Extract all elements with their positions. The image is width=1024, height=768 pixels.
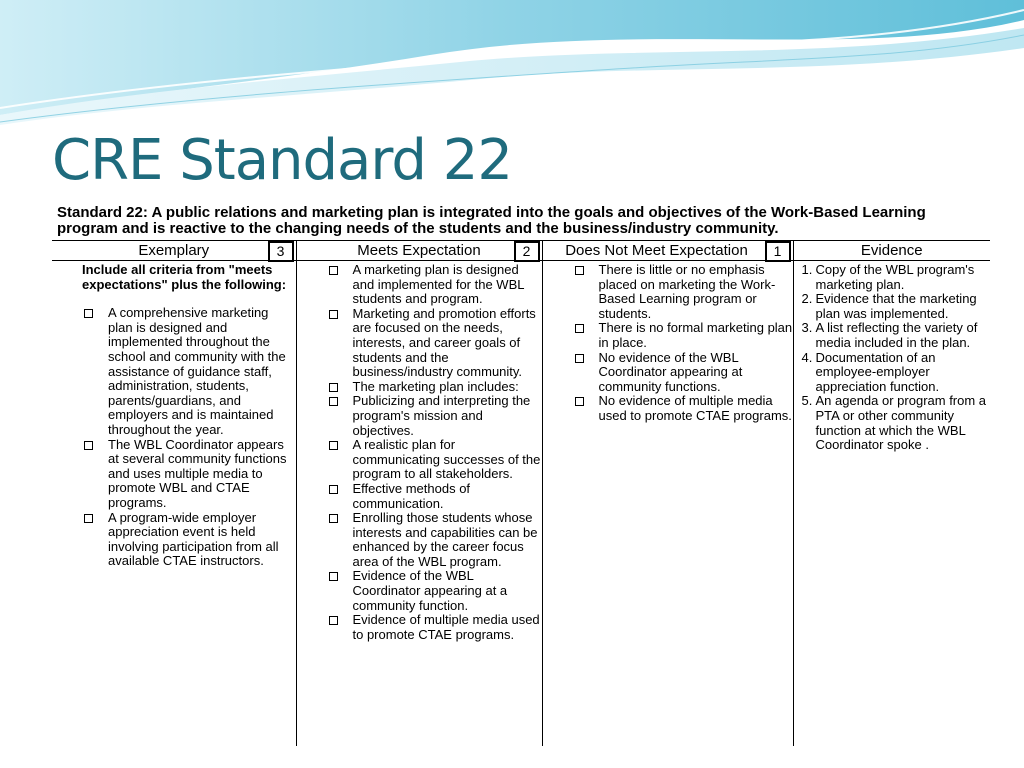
- checkbox-icon: [84, 514, 93, 523]
- list-item: [543, 394, 793, 423]
- list-item: [297, 394, 542, 438]
- list-item: [297, 569, 542, 613]
- criterion-text: No evidence of multiple media used to promote CTAE programs.: [598, 393, 792, 423]
- checkbox-icon: [329, 441, 338, 450]
- list-item: [794, 351, 991, 395]
- column-header-evidence: [793, 241, 990, 261]
- evidence-cell: [793, 261, 990, 747]
- standard-heading: Standard 22: A public relations and marketing plan is integrated into the goals and objectives of the Work-Based Learning program and is reactive to the changing needs of the students and the business/industry community.: [57, 204, 926, 237]
- evidence-number: 4.: [801, 349, 813, 365]
- column-label: Does Not Meet Expectation: [565, 242, 748, 259]
- list-item: [543, 351, 793, 395]
- list-item: [543, 321, 793, 350]
- list-item: [52, 438, 296, 511]
- evidence-text: Documentation of an employee-employer appreciation function.: [815, 349, 940, 394]
- list-item: [543, 263, 793, 321]
- criterion-text: There is little or no emphasis placed on marketing the Work-Based Learning program or students.: [598, 262, 776, 321]
- evidence-number: 2.: [801, 291, 813, 307]
- score-box: 3: [268, 241, 294, 262]
- meets-criteria-list: [297, 261, 542, 642]
- criterion-text: No evidence of the WBL Coordinator appearing at community functions.: [598, 349, 743, 394]
- exemplary-intro: Include all criteria from "meets expectations" plus the following:: [82, 262, 287, 292]
- checkbox-icon: [84, 441, 93, 450]
- meets-cell: [296, 261, 542, 747]
- slide-title: CRE Standard 22: [52, 128, 513, 193]
- does-not-meet-cell: [542, 261, 793, 747]
- checkbox-icon: [84, 309, 93, 318]
- decorative-wave-header: [0, 0, 1024, 130]
- criterion-text: The WBL Coordinator appears at several community functions and uses multiple media to promote WBL and CTAE programs.: [108, 436, 287, 510]
- list-item: [297, 438, 542, 482]
- evidence-text: An agenda or program from a PTA or other community function at which the WBL Coordinator spoke .: [815, 393, 987, 453]
- criterion-text: Evidence of multiple media used to promote CTAE programs.: [352, 612, 540, 642]
- evidence-number: 3.: [801, 320, 813, 336]
- criterion-text: There is no formal marketing plan in place.: [598, 320, 793, 350]
- criterion-text: Effective methods of communication.: [352, 480, 471, 511]
- list-item: [297, 263, 542, 307]
- checkbox-icon: [575, 397, 584, 406]
- evidence-text: Evidence that the marketing plan was implemented.: [815, 291, 977, 321]
- list-item: [297, 511, 542, 569]
- checkbox-icon: [575, 266, 584, 275]
- criterion-text: Marketing and promotion efforts are focused on the needs, interests, and career goals of students and the business/industry community.: [352, 305, 536, 380]
- score-box: 1: [765, 241, 791, 262]
- list-item: [297, 482, 542, 511]
- column-label: Evidence: [860, 242, 923, 259]
- exemplary-criteria-list: [52, 306, 296, 569]
- exemplary-cell: [52, 261, 296, 747]
- rubric-header-row: [52, 241, 990, 261]
- checkbox-icon: [329, 383, 338, 392]
- list-item: [794, 394, 991, 452]
- criterion-text: A realistic plan for communicating successes of the program to all stakeholders.: [352, 437, 541, 482]
- checkbox-icon: [329, 572, 338, 581]
- checkbox-icon: [575, 354, 584, 363]
- checkbox-icon: [329, 485, 338, 494]
- criterion-text: A marketing plan is designed and implemented for the WBL students and program.: [352, 262, 524, 307]
- list-item: [794, 321, 991, 350]
- criterion-text: A comprehensive marketing plan is designed and implemented throughout the school and community with the assistance of guidance staff, administration, students, parents/guardians, and employers and is maintained throughout the year.: [108, 305, 286, 437]
- column-header-exemplary: [52, 241, 296, 261]
- standard-document: [52, 200, 990, 746]
- criterion-text: The marketing plan includes:: [352, 378, 519, 394]
- checkbox-icon: [329, 514, 338, 523]
- score-box: 2: [514, 241, 540, 262]
- evidence-number: 1.: [801, 262, 813, 277]
- evidence-number: 5.: [801, 393, 813, 409]
- rubric-table: [52, 240, 990, 746]
- evidence-text: Copy of the WBL program's marketing plan.: [815, 262, 975, 292]
- column-label: Exemplary: [138, 242, 210, 259]
- list-item: [297, 307, 542, 380]
- checkbox-icon: [575, 324, 584, 333]
- checkbox-icon: [329, 397, 338, 406]
- list-item: [52, 306, 296, 437]
- rubric-body-row: [52, 261, 990, 747]
- list-item: [297, 380, 542, 395]
- column-header-meets: [296, 241, 542, 261]
- does-not-meet-criteria-list: [543, 261, 793, 424]
- list-item: [52, 511, 296, 569]
- checkbox-icon: [329, 616, 338, 625]
- list-item: [794, 292, 991, 321]
- checkbox-icon: [329, 310, 338, 319]
- criterion-text: A program-wide employer appreciation event is held involving participation from all available CTAE instructors.: [108, 509, 279, 569]
- criterion-text: Publicizing and interpreting the program's mission and objectives.: [352, 393, 531, 438]
- list-item: [297, 613, 542, 642]
- checkbox-icon: [329, 266, 338, 275]
- list-item: [794, 263, 991, 292]
- column-header-does-not-meet: [542, 241, 793, 261]
- criterion-text: Evidence of the WBL Coordinator appearing at a community function.: [352, 568, 508, 613]
- evidence-text: A list reflecting the variety of media included in the plan.: [815, 320, 978, 350]
- criterion-text: Enrolling those students whose interests and capabilities can be enhanced by the career focus area of the WBL program.: [352, 510, 538, 569]
- column-label: Meets Expectation: [357, 242, 481, 259]
- evidence-list: [794, 261, 991, 453]
